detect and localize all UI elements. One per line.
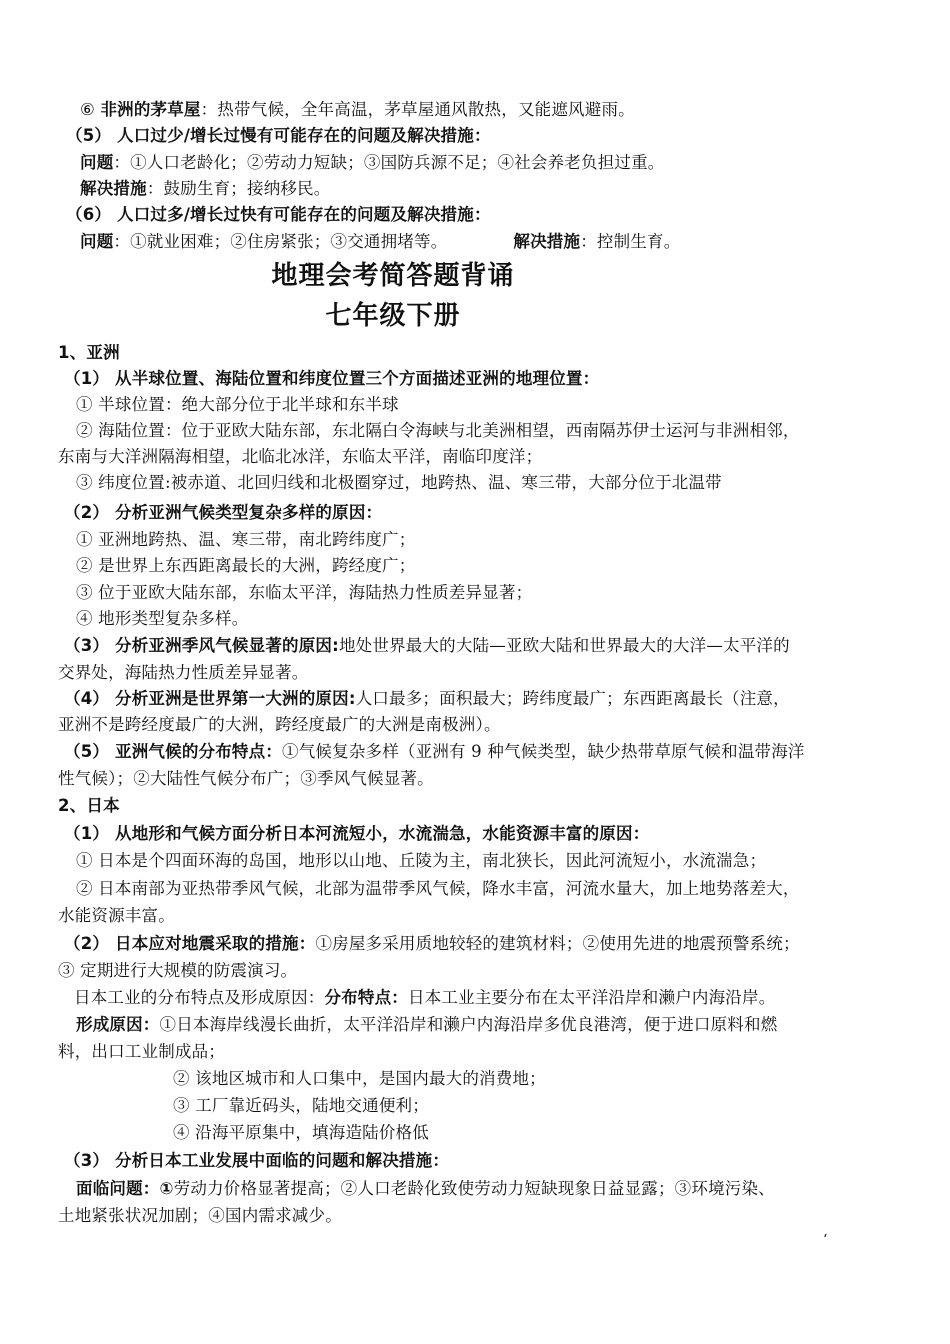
answer-line: ② 海陆位置：位于亚欧大陆东部，东北隔白令海峡与北美洲相望，西南隔苏伊士运河与非洲相邻， (76, 421, 800, 440)
problem-solution-line (80, 229, 925, 255)
answer-line: 料，出口工业制成品； (58, 1042, 225, 1061)
question-line (64, 931, 909, 957)
question-heading: （2） 分析亚洲气候类型复杂多样的原因： (64, 503, 383, 522)
footer-mark: ‘ (823, 1232, 828, 1248)
question-line (64, 739, 909, 765)
text: ①气候复杂多样（亚洲有 9 种气候类型，缺少热带草原气候和温带海洋 (282, 742, 805, 761)
page-title: 地理会考简答题背诵 (271, 261, 515, 291)
problem-line (76, 1176, 921, 1202)
question-heading: （3） 分析日本工业发展中面临的问题和解决措施： (64, 1151, 450, 1170)
prev-line-hut (80, 97, 925, 123)
question-heading: （1） 从地形和气候方面分析日本河流短小，水流湍急，水能资源丰富的原因： (64, 824, 650, 843)
question-heading: （6） 人口过多/增长过快有可能存在的问题及解决措施： (66, 205, 491, 224)
answer-line: ① 日本是个四面环海的岛国，地形以山地、丘陵为主，南北狭长，因此河流短小，水流湍急； (76, 851, 767, 870)
question-label: （4） 分析亚洲是世界第一大洲的原因: (64, 689, 356, 708)
answer-line: ③ 工厂靠近码头，陆地交通便利； (173, 1096, 429, 1115)
formation-line (76, 1012, 921, 1038)
text: ①日本海岸线漫长曲折，太平洋沿岸和濑户内海沿岸多优良港湾，便于进口原料和燃 (159, 1015, 778, 1034)
text: 劳动力价格显著提高；②人口老龄化致使劳动力短缺现象日益显露；③环境污染、 (173, 1179, 775, 1198)
text: ：①就业困难；②住房紧张；③交通拥堵等。 (113, 232, 448, 251)
term: 面临问题：① (76, 1179, 174, 1198)
question-heading: （1） 从半球位置、海陆位置和纬度位置三个方面描述亚洲的地理位置： (64, 369, 600, 388)
answer-line: 交界处，海陆热力性质差异显著。 (58, 663, 309, 682)
answer-line: ③ 纬度位置:被赤道、北回归线和北极圈穿过，地跨热、温、寒三带，大部分位于北温带 (76, 473, 722, 492)
term: 解决措施 (80, 179, 147, 198)
term: 形成原因： (76, 1015, 160, 1034)
section-heading-japan: 2、日本 (58, 796, 120, 815)
answer-line: ① 半球位置：绝大部分位于北半球和东半球 (76, 395, 399, 414)
term: 问题 (80, 232, 114, 251)
answer-line: 水能资源丰富。 (58, 906, 175, 925)
answer-line: ③ 定期进行大规模的防震演习。 (58, 961, 298, 980)
question-label: （3） 分析亚洲季风气候显著的原因: (64, 636, 339, 655)
solution-line (80, 176, 925, 202)
section-heading-asia: 1、亚洲 (58, 343, 120, 362)
term: 解决措施 (513, 232, 581, 251)
answer-line: 性气候）；②大陆性气候分布广；③季风气候显著。 (58, 769, 434, 788)
question-line (64, 633, 909, 659)
term: 问题 (80, 153, 114, 172)
answer-line: ③ 位于亚欧大陆东部，东临太平洋，海陆热力性质差异显著； (76, 583, 533, 602)
text: ：鼓励生育；接纳移民。 (146, 179, 331, 198)
problem-line (80, 150, 925, 176)
question-label: （5） 亚洲气候的分布特点： (64, 742, 283, 761)
answer-line: ② 日本南部为亚热带季风气候，北部为温带季风气候，降水丰富，河流水量大，加上地势落差大， (76, 879, 800, 898)
text: ：热带气候，全年高温，茅草屋通风散热，又能遮风避雨。 (200, 100, 635, 119)
question-line (64, 686, 909, 712)
text: ：①人口老龄化；②劳动力短缺；③国防兵源不足；④社会养老负担过重。 (113, 153, 665, 172)
answer-line: 土地紧张状况加剧；④国内需求减少。 (58, 1206, 342, 1225)
text: 地处世界最大的大陆—亚欧大陆和世界最大的大洋—太平洋的 (338, 636, 790, 655)
text: 人口最多；面积最大；跨纬度最广；东西距离最长（注意， (355, 689, 790, 708)
answer-line: 东南与大洋洲隔海相望，北临北冰洋，东临太平洋，南临印度洋； (58, 447, 543, 466)
term: 分布特点： (324, 988, 408, 1007)
answer-line: ② 是世界上东西距离最长的大洲，跨经度广； (76, 556, 416, 575)
industry-line (74, 985, 919, 1011)
text: ①房屋多采用质地较轻的建筑材料；②使用先进的地震预警系统； (315, 934, 800, 953)
item-number: ⑥ (80, 100, 101, 119)
text: 日本工业的分布特点及形成原因： (74, 988, 325, 1007)
answer-line: ④ 地形类型复杂多样。 (76, 609, 249, 628)
answer-line: ② 该地区城市和人口集中，是国内最大的消费地； (173, 1069, 546, 1088)
question-label: （2） 日本应对地震采取的措施： (64, 934, 316, 953)
term: 非洲的茅草屋 (100, 100, 201, 119)
answer-line: ④ 沿海平原集中，填海造陆价格低 (173, 1123, 429, 1142)
text: ：控制生育。 (580, 232, 681, 251)
question-heading: （5） 人口过少/增长过慢有可能存在的问题及解决措施： (66, 126, 491, 145)
page-subtitle: 七年级下册 (325, 301, 461, 331)
text: 日本工业主要分布在太平洋沿岸和濑户内海沿岸。 (408, 988, 776, 1007)
answer-line: ① 亚洲地跨热、温、寒三带，南北跨纬度广； (76, 530, 416, 549)
answer-line: 亚洲不是跨经度最广的大洲，跨经度最广的大洲是南极洲）。 (58, 715, 501, 734)
